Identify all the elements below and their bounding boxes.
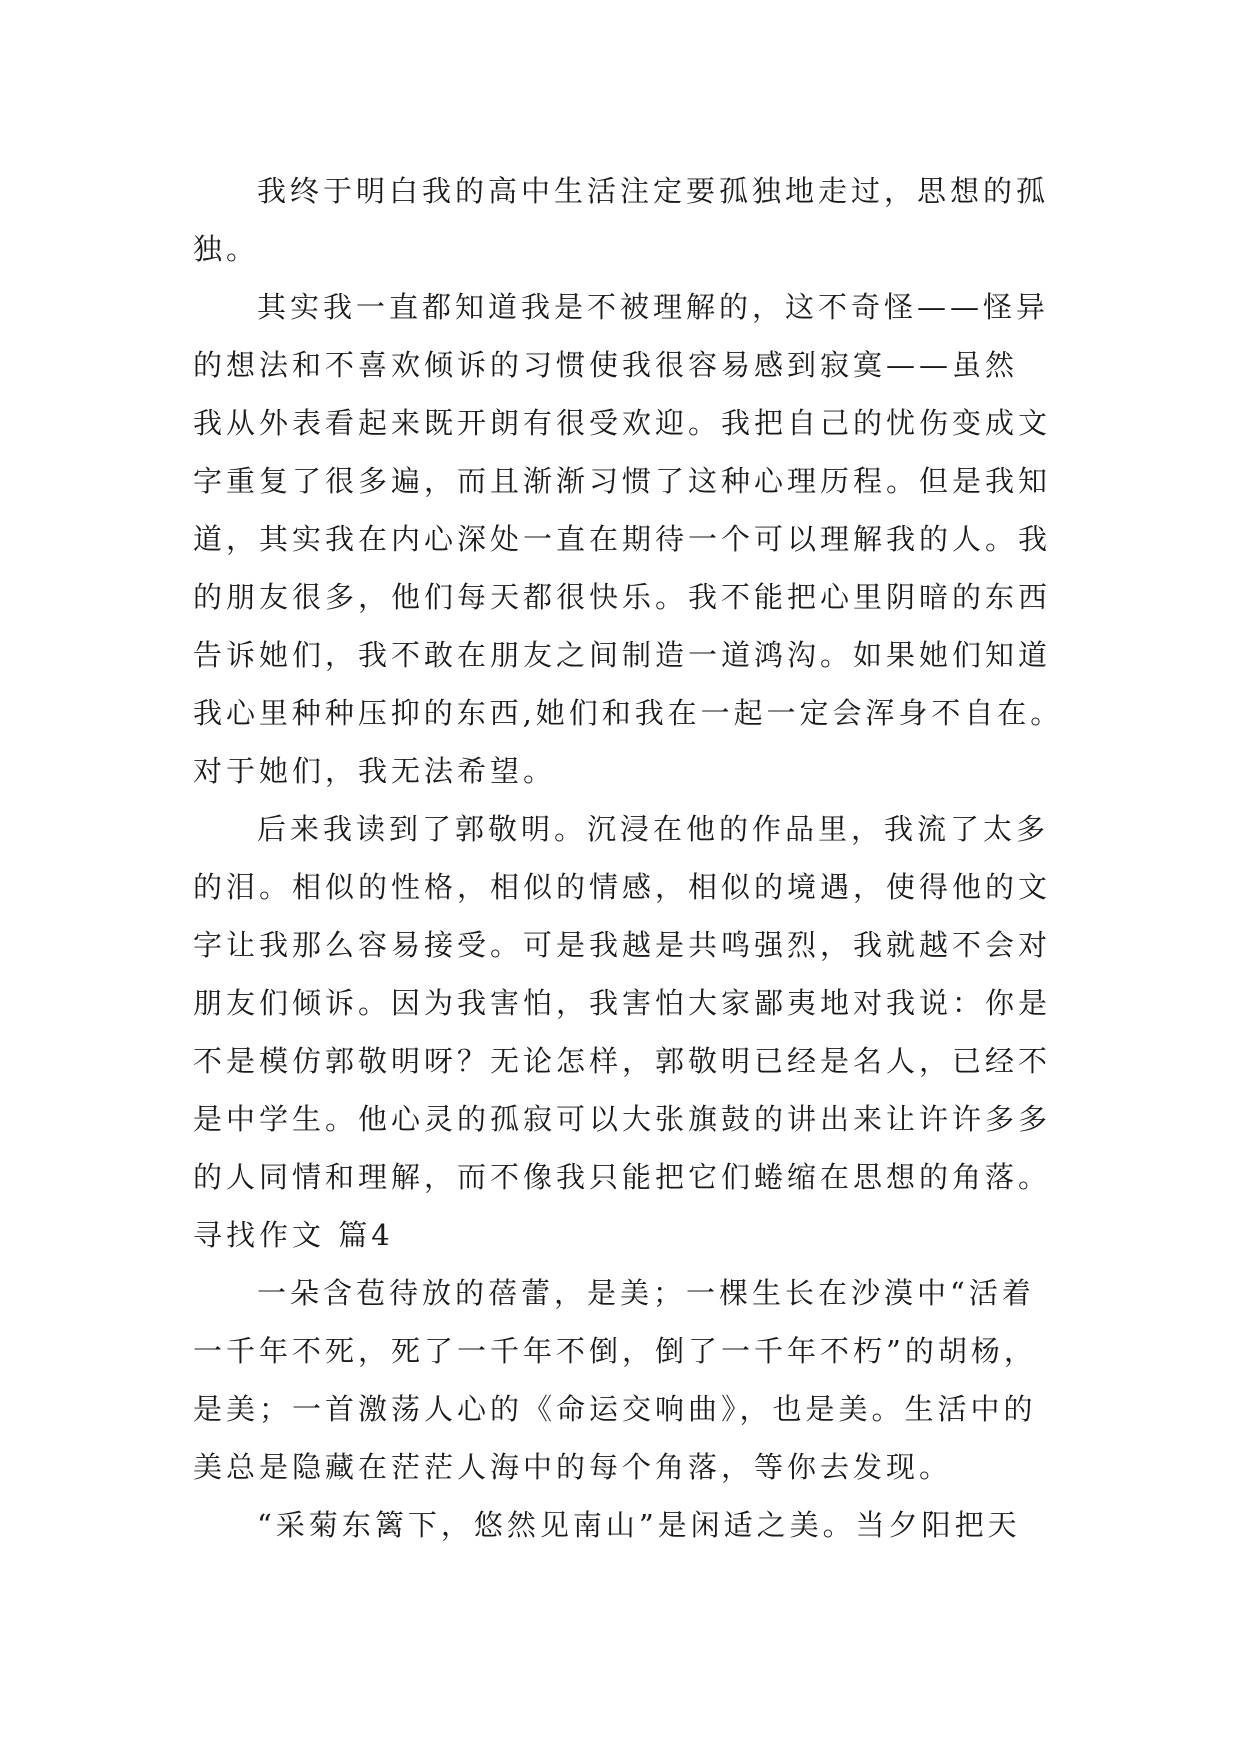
text-line: 告诉她们，我不敢在朋友之间制造一道鸿沟。如果她们知道 (193, 638, 1052, 672)
text-line: 其实我一直都知道我是不被理解的，这不奇怪——怪异 (257, 290, 1050, 324)
text-line: 道，其实我在内心深处一直在期待一个可以理解我的人。我 (193, 522, 1052, 556)
text-line: 的朋友很多，他们每天都很快乐。我不能把心里阴暗的东西 (193, 580, 1052, 614)
text-line: 的想法和不喜欢倾诉的习惯使我很容易感到寂寞——虽然 (193, 348, 1019, 382)
text-line: 字重复了很多遍，而且渐渐习惯了这种心理历程。但是我知 (193, 464, 1052, 498)
text-line: 对于她们，我无法希望。 (193, 754, 557, 788)
text-line: 的人同情和理解，而不像我只能把它们蜷缩在思想的角落。 (193, 1160, 1052, 1194)
section-heading: 寻找作文 篇4 (193, 1218, 394, 1252)
text-line: 我心里种种压抑的东西,她们和我在一起一定会浑身不自在。 (193, 696, 1064, 730)
text-line: “采菊东篱下，悠然见南山”是闲适之美。当夕阳把天 (257, 1508, 1021, 1542)
text-line: 独。 (193, 232, 260, 266)
text-line: 字让我那么容易接受。可是我越是共鸣强烈，我就越不会对 (193, 928, 1052, 962)
text-line: 我终于明白我的高中生活注定要孤独地走过，思想的孤 (257, 174, 1050, 208)
text-line: 是美；一首激荡人心的《命运交响曲》，也是美。生活中的 (193, 1392, 1037, 1426)
text-line: 一千年不死，死了一千年不倒，倒了一千年不朽”的胡杨， (193, 1334, 1037, 1368)
text-line: 我从外表看起来既开朗有很受欢迎。我把自己的忧伤变成文 (193, 406, 1052, 440)
text-line: 美总是隐藏在茫茫人海中的每个角落，等你去发现。 (193, 1450, 953, 1484)
text-line: 一朵含苞待放的蓓蕾，是美；一棵生长在沙漠中“活着 (257, 1276, 1035, 1310)
text-line: 朋友们倾诉。因为我害怕，我害怕大家鄙夷地对我说：你是 (193, 986, 1052, 1020)
text-line: 是中学生。他心灵的孤寂可以大张旗鼓的讲出来让许许多多 (193, 1102, 1052, 1136)
text-line: 的泪。相似的性格，相似的情感，相似的境遇，使得他的文 (193, 870, 1052, 904)
text-line: 后来我读到了郭敬明。沉浸在他的作品里，我流了太多 (257, 812, 1050, 846)
text-line: 不是模仿郭敬明呀？无论怎样，郭敬明已经是名人，已经不 (193, 1044, 1052, 1078)
document-body (193, 162, 1063, 1554)
